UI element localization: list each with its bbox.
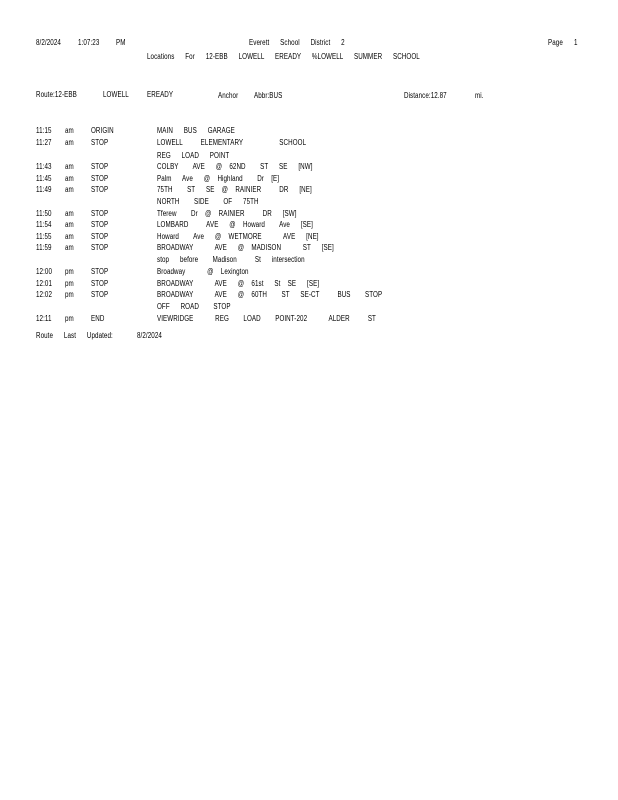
stop-time: 11:54 [36,220,52,229]
stop-location: Broadway @ Lexington [157,267,249,276]
stop-time: 11:43 [36,162,52,171]
footer-label: Route Last Updated: [36,331,113,340]
stop-location: LOMBARD AVE @ Howard Ave [SE] [157,220,313,229]
stop-type: STOP [91,138,109,147]
stop-location: Palm Ave @ Highland Dr [E] [157,174,280,183]
stop-time: 11:15 [36,126,52,135]
route-anchor: Anchor [218,91,239,100]
stop-location: MAIN BUS GARAGE [157,126,235,135]
stop-location: VIEWRIDGE REG LOAD POINT-202 ALDER ST [157,314,376,323]
route-code: EREADY [147,90,174,99]
stop-location: REG LOAD POINT [157,151,230,160]
footer-date: 8/2/2024 [137,331,162,340]
stop-type: ORIGIN [91,126,114,135]
stop-location: LOWELL ELEMENTARY SCHOOL [157,138,307,147]
stop-ampm: am [65,232,74,241]
report-ampm: PM [116,38,126,47]
stop-location: BROADWAY AVE @ 61st St SE [SE] [157,279,320,288]
route-school: LOWELL [103,90,129,99]
stop-ampm: am [65,174,74,183]
stop-location: OFF ROAD STOP [157,302,231,311]
stop-location: Howard Ave @ WETMORE AVE [NE] [157,232,319,241]
stop-type: STOP [91,279,109,288]
stop-ampm: am [65,138,74,147]
stop-location: Tferew Dr @ RAINIER DR [SW] [157,209,297,218]
stop-type: STOP [91,232,109,241]
stop-time: 11:55 [36,232,52,241]
stop-type: STOP [91,267,109,276]
stop-type: STOP [91,162,109,171]
stop-location: NORTH SIDE OF 75TH [157,197,259,206]
stop-location: COLBY AVE @ 62ND ST SE [NW] [157,162,313,171]
stop-type: STOP [91,185,109,194]
stop-type: STOP [91,220,109,229]
stop-ampm: am [65,162,74,171]
page-number: 1 [574,38,578,47]
stop-time: 11:45 [36,174,52,183]
report-subtitle: Locations For 12-EBB LOWELL EREADY %LOWELL SUMMER SCHOOL [147,52,420,61]
stop-ampm: pm [65,314,74,323]
report-time: 1:07:23 [78,38,100,47]
stop-ampm: am [65,209,74,218]
district-name: Everett School District 2 [249,38,345,47]
stop-time: 11:50 [36,209,52,218]
stop-type: END [91,314,105,323]
stop-type: STOP [91,290,109,299]
report-date: 8/2/2024 [36,38,61,47]
stop-time: 12:02 [36,290,53,299]
stop-ampm: pm [65,267,74,276]
stop-time: 12:11 [36,314,52,323]
stop-time: 11:49 [36,185,52,194]
distance-unit: mi. [475,91,484,100]
route-abbr: Abbr:BUS [254,91,283,100]
stop-ampm: am [65,220,74,229]
stop-type: STOP [91,243,109,252]
route-distance: Distance:12.87 [404,91,447,100]
stop-time: 11:27 [36,138,52,147]
stop-type: STOP [91,174,109,183]
stop-ampm: am [65,185,74,194]
stop-type: STOP [91,209,109,218]
stop-location: BROADWAY AVE @ 60TH ST SE-CT BUS STOP [157,290,383,299]
stop-location: 75TH ST SE @ RAINIER DR [NE] [157,185,312,194]
stop-location: BROADWAY AVE @ MADISON ST [SE] [157,243,334,252]
route-id: Route:12-EBB [36,90,77,99]
stop-ampm: pm [65,279,74,288]
stop-time: 12:00 [36,267,53,276]
stop-location: stop before Madison St intersection [157,255,305,264]
stop-ampm: am [65,243,74,252]
stop-time: 11:59 [36,243,52,252]
stop-ampm: pm [65,290,74,299]
page-label: Page [548,38,563,47]
stop-time: 12:01 [36,279,53,288]
stop-ampm: am [65,126,74,135]
